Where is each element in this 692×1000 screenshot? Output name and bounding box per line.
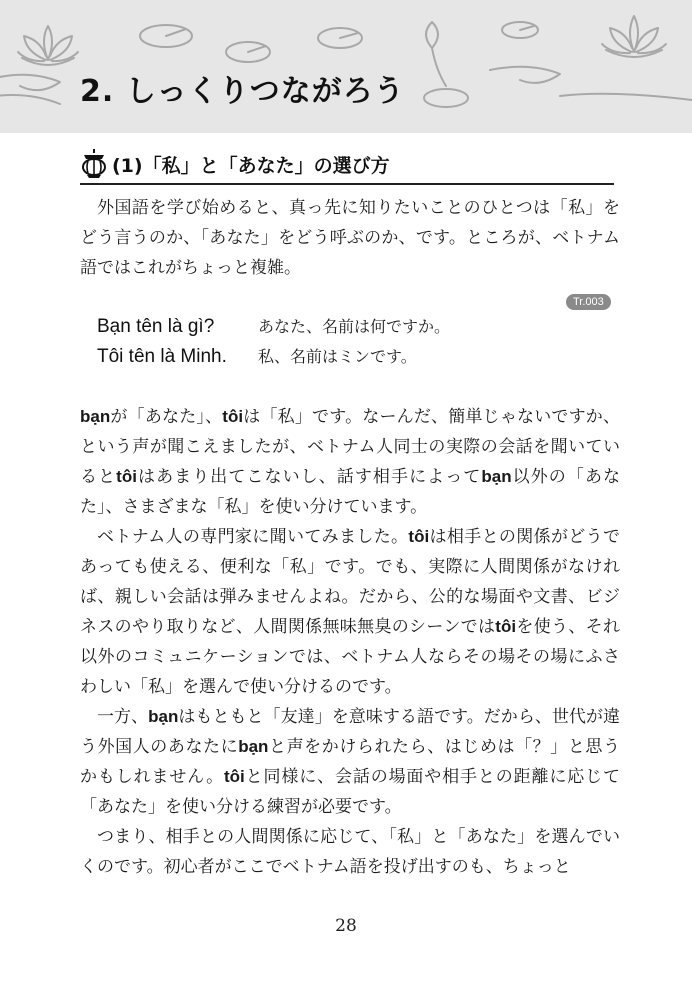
example-japanese: あなた、名前は何ですか。: [258, 317, 451, 336]
example-japanese: 私、名前はミンです。: [258, 347, 417, 366]
example-vietnamese: Bạn tên là gì?: [97, 316, 215, 337]
vietnamese-word: tôi: [408, 527, 430, 546]
page-number: 28: [335, 916, 357, 936]
vietnamese-word: tôi: [222, 407, 244, 426]
lily-pad-icon: [226, 42, 270, 62]
body-paragraph: ベトナム人の専門家に聞いてみました。tôiは相手との関係がどうであっても使える、便利な「私」です。でも、実際に人間関係がなければ、親しい会話は弾みませんよね。だから、公的な場面や文書、ビジネスのやり取りなど、人間関係無味無臭のシーンではtôiを使う、それ以外のコミュニケーションでは、ベトナム人ならその場その場にふさわしい「私」を選んで使い分けるのです。: [80, 527, 621, 697]
lotus-flower-icon: [602, 16, 666, 57]
lily-pad-icon: [502, 22, 538, 38]
body-paragraph: つまり、相手との人間関係に応じて、「私」と「あなた」を選んでいくのです。初心者がここでベトナム語を投げ出すのも、ちょっと: [80, 827, 620, 877]
vietnamese-word: bạn: [481, 467, 512, 486]
vietnamese-word: bạn: [80, 407, 111, 426]
intro-paragraph: 外国語を学び始めると、真っ先に知りたいことのひとつは「私」をどう言うのか、「あなた」をどう呼ぶのか、です。ところが、ベトナム語ではこれがちょっと複雑。: [80, 198, 620, 278]
chapter-header: [0, 0, 692, 133]
example-vietnamese: Tôi tên là Minh.: [97, 346, 227, 367]
body-paragraph: bạnが「あなた」、tôiは「私」です。なーんだ、簡単じゃないですか、という声が聞こえましたが、ベトナム人同士の実際の会話を聞いているとtôiはあまり出てこないし、話す相手によってbạn以外の「あなた」、さまざまな「私」を使い分けています。: [80, 407, 621, 517]
section-title: (1)「私」と「あなた」の選び方: [112, 155, 390, 177]
vietnamese-word: tôi: [116, 467, 137, 486]
section-heading: [80, 147, 614, 185]
lantern-icon: [80, 147, 108, 181]
lily-pad-icon: [140, 25, 192, 47]
vietnamese-word: tôi: [223, 767, 245, 786]
lotus-flower-icon: [18, 26, 78, 65]
vietnamese-word: bạn: [148, 707, 179, 726]
lotus-bud-icon: [424, 22, 468, 107]
lily-pad-icon: [318, 28, 362, 48]
track-badge: Tr.003: [566, 294, 611, 310]
chapter-title: 2. しっくりつながろう: [80, 74, 405, 109]
vietnamese-word: tôi: [495, 617, 517, 636]
vietnamese-word: bạn: [238, 737, 269, 756]
body-paragraph: 一方、bạnはもともと「友達」を意味する語です。だから、世代が違う外国人のあなたにbạnと声をかけられたら、はじめは「？」と思うかもしれません。tôiと同様に、会話の場面や相手との距離に応じて「あなた」を使い分ける練習が必要です。: [80, 707, 621, 817]
